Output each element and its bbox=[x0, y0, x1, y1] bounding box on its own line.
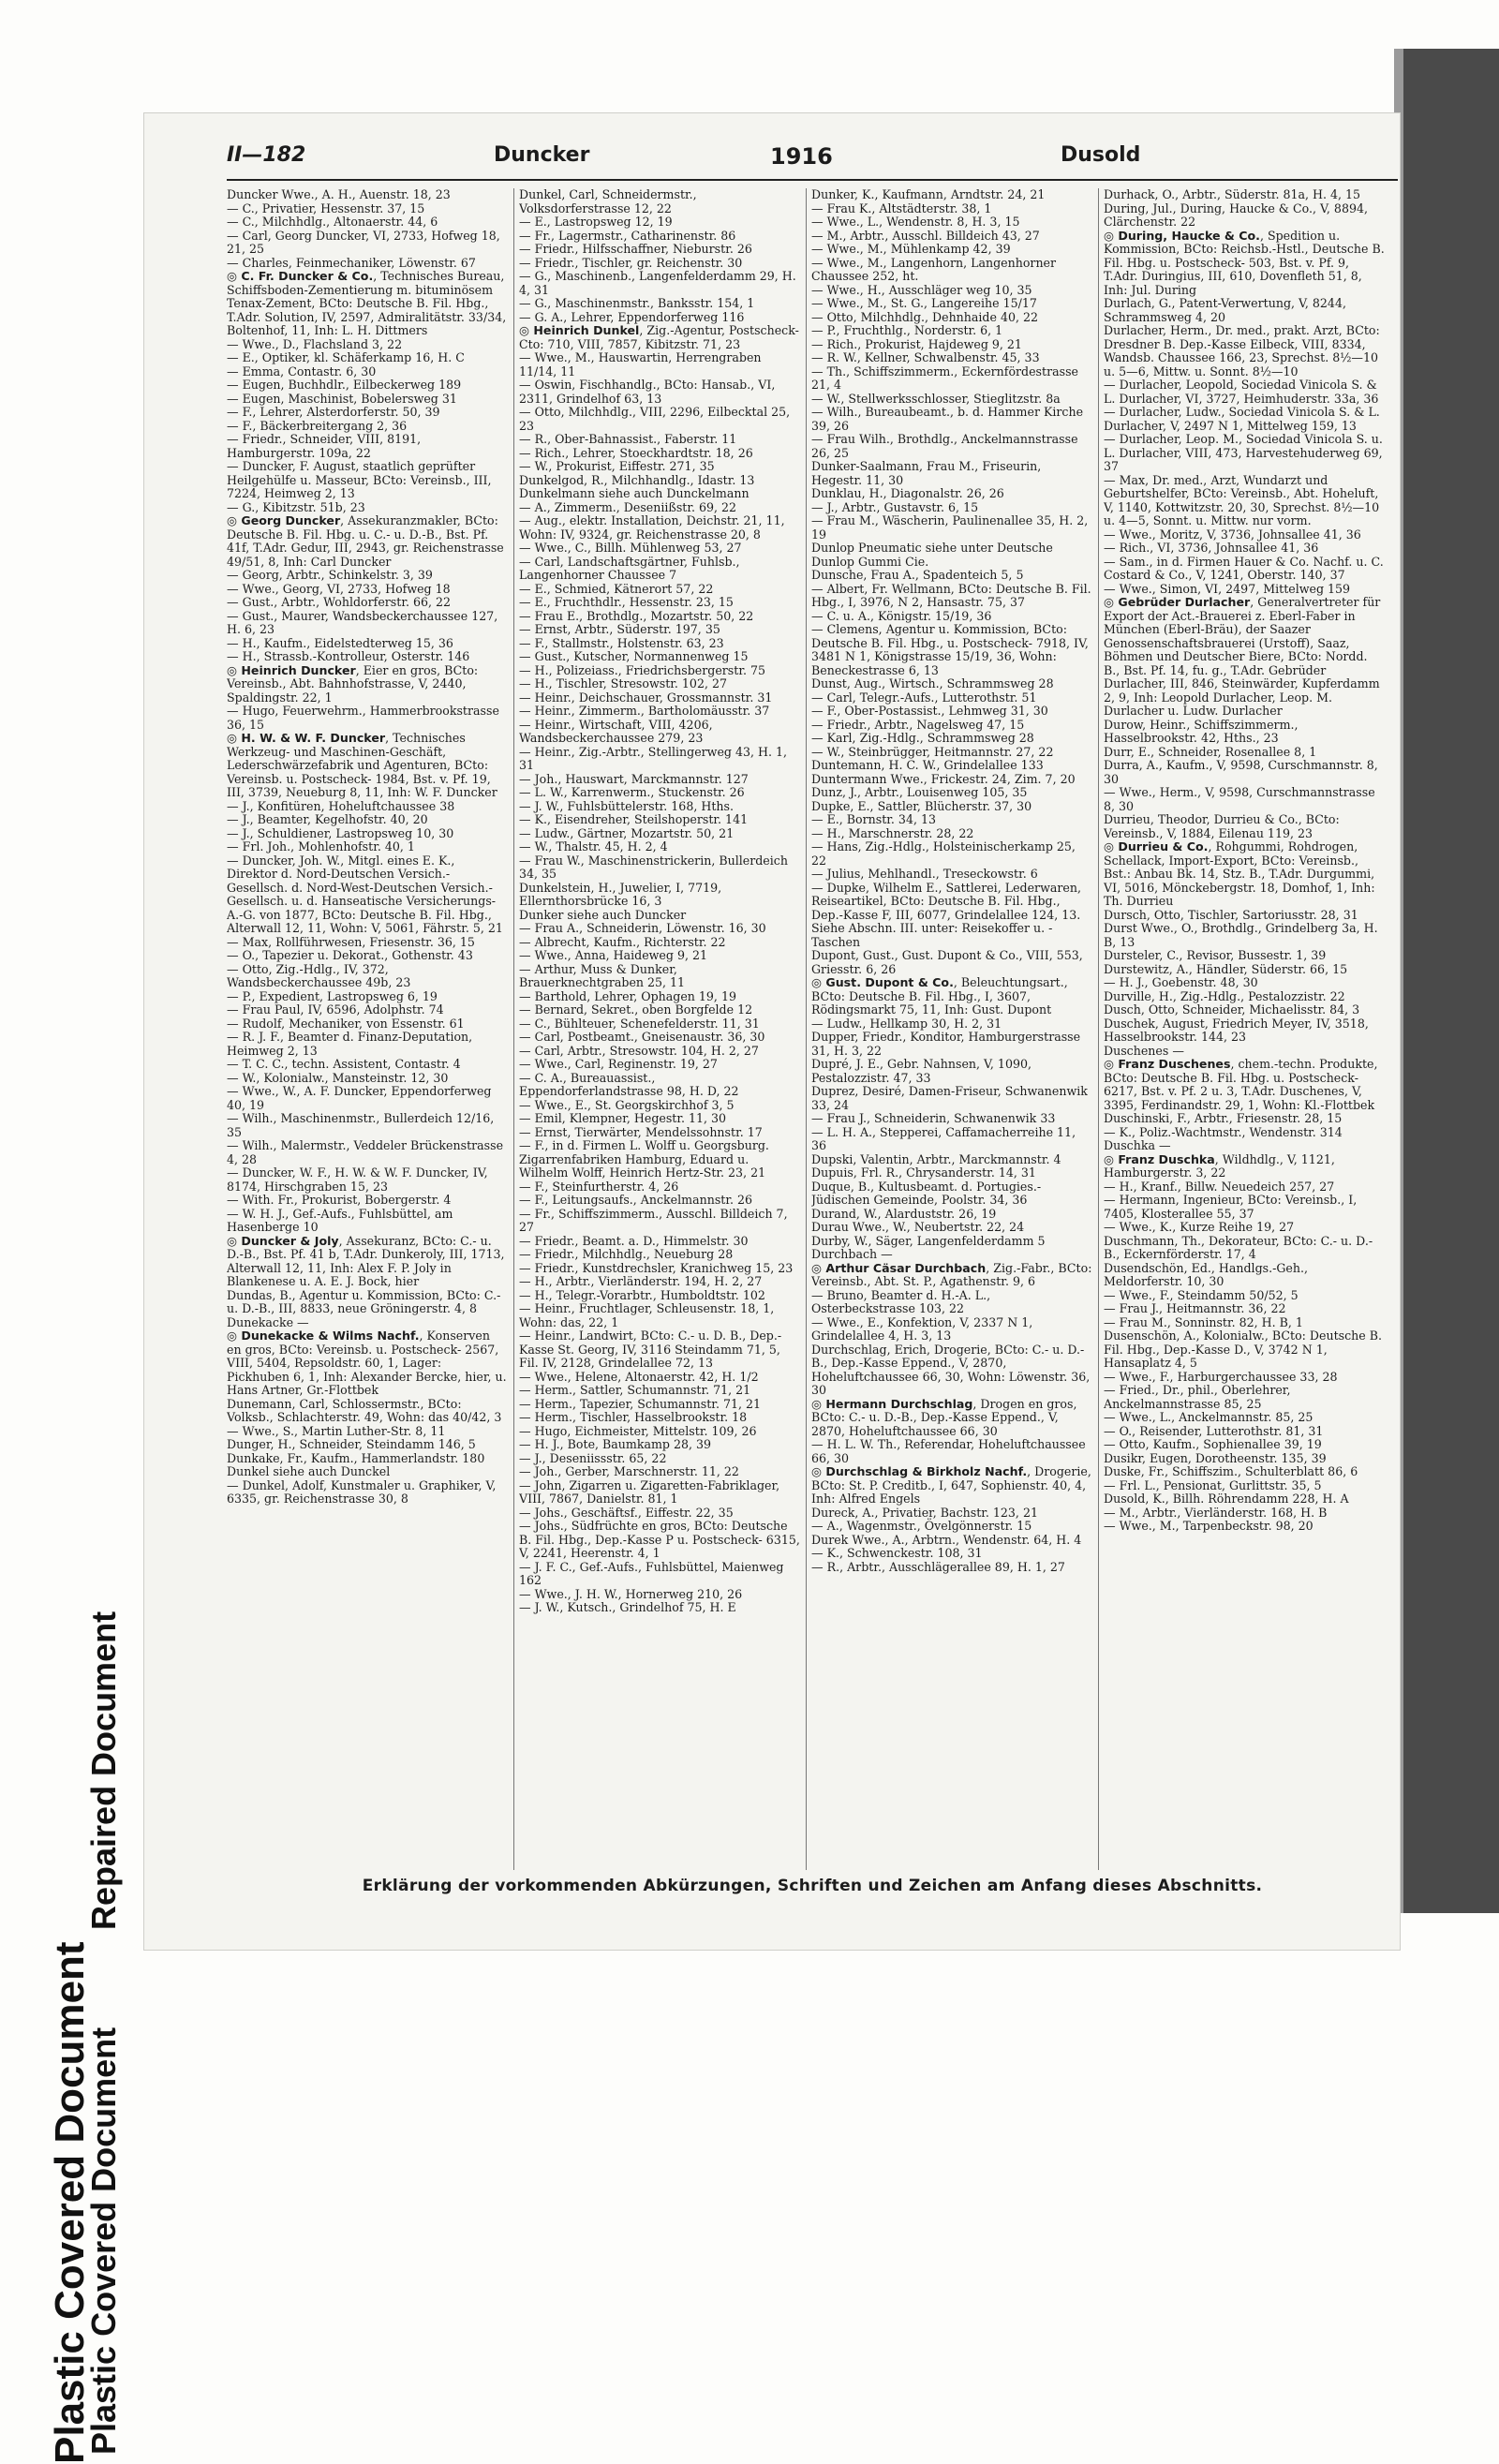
directory-entry: — F., Bäckerbreitergang 2, 36 bbox=[227, 420, 508, 434]
directory-year: 1916 bbox=[770, 143, 833, 170]
directory-entry: Dunsche, Frau A., Spadenteich 5, 5 bbox=[811, 569, 1092, 583]
directory-entry: — Wwe., F., Steindamm 50/52, 5 bbox=[1104, 1289, 1385, 1303]
directory-entry: — Duncker, F. August, staatlich geprüfter Heilgehülfe u. Masseur, BCto: Vereinsb., III, 7224, Heimweg 2, 13 bbox=[227, 460, 508, 501]
directory-entry: — M., Arbtr., Vierländerstr. 168, H. B bbox=[1104, 1507, 1385, 1521]
directory-entry: — Wwe., Anna, Haideweg 9, 21 bbox=[519, 949, 800, 963]
directory-entry: — Heinr., Zig.-Arbtr., Stellingerweg 43, H. 1, 31 bbox=[519, 746, 800, 773]
directory-entry: — Wwe., F., Harburgerchaussee 33, 28 bbox=[1104, 1371, 1385, 1385]
directory-entry: Duschinski, F., Arbtr., Friesenstr. 28, 15 bbox=[1104, 1112, 1385, 1126]
directory-entry: — Ernst, Arbtr., Süderstr. 197, 35 bbox=[519, 623, 800, 637]
directory-entry: — R. W., Kellner, Schwalbenstr. 45, 33 bbox=[811, 351, 1092, 365]
directory-entry: — R., Arbtr., Ausschlägerallee 89, H. 1, 27 bbox=[811, 1561, 1092, 1575]
column-2 bbox=[519, 188, 800, 1870]
directory-entry: — Aug., elektr. Installation, Deichstr. 21, 11, Wohn: IV, 9324, gr. Reichenstrasse 20, 8 bbox=[519, 514, 800, 542]
directory-entry: — Heinr., Deichschauer, Grossmannstr. 31 bbox=[519, 691, 800, 705]
directory-entry: — Wwe., M., Tarpenbeckstr. 98, 20 bbox=[1104, 1520, 1385, 1534]
directory-entry: — Frau Wilh., Brothdlg., Anckelmannstrasse 26, 25 bbox=[811, 433, 1092, 460]
directory-entry: — Dupke, Wilhelm E., Sattlerei, Lederwaren, Reiseartikel, BCto: Deutsche B. Fil. Hbg., Dep.-Kasse F, III, 6077, Grindelallee 124, 13. Siehe Abschn. III. unter: Reisekoffer u. -Taschen bbox=[811, 882, 1092, 950]
directory-entry: — Hermann, Ingenieur, BCto: Vereinsb., I, 7405, Klosterallee 55, 37 bbox=[1104, 1194, 1385, 1221]
directory-entry: — Ernst, Tierwärter, Mendelssohnstr. 17 bbox=[519, 1126, 800, 1140]
directory-entry: — Frau J., Schneiderin, Schwanenwik 33 bbox=[811, 1112, 1092, 1126]
directory-entry: — H., Kranf., Billw. Neuedeich 257, 27 bbox=[1104, 1180, 1385, 1195]
directory-entry: Dupper, Friedr., Konditor, Hamburgerstrasse 31, H. 3, 22 bbox=[811, 1031, 1092, 1058]
page-header bbox=[227, 143, 1257, 173]
directory-entry: Dupré, J. E., Gebr. Nahnsen, V, 1090, Pestalozzistr. 47, 33 bbox=[811, 1058, 1092, 1085]
directory-entry: ◎ Dunekacke & Wilms Nachf., Konserven en gros, BCto: Vereinsb. u. Postscheck- 2567, VIII, 5404, Repsoldstr. 60, 1, Lager: Pickhuben 6, 1, Inh: Alexander Bercke, hier, u. Hans Artner, Gr.-Flottbek bbox=[227, 1329, 508, 1398]
directory-entry: Dunklau, H., Diagonalstr. 26, 26 bbox=[811, 487, 1092, 501]
directory-entry: Dunker, K., Kaufmann, Arndtstr. 24, 21 bbox=[811, 188, 1092, 202]
directory-entry: — Carl, Arbtr., Stresowstr. 104, H. 2, 27 bbox=[519, 1045, 800, 1059]
directory-entry: — Wilh., Bureaubeamt., b. d. Hammer Kirche 39, 26 bbox=[811, 406, 1092, 433]
directory-entry: — Friedr., Beamt. a. D., Himmelstr. 30 bbox=[519, 1235, 800, 1249]
directory-entry: Dursteler, C., Revisor, Bussestr. 1, 39 bbox=[1104, 949, 1385, 963]
directory-entry: Durchbach — bbox=[811, 1248, 1092, 1262]
directory-entry: — Albrecht, Kaufm., Richterstr. 22 bbox=[519, 936, 800, 950]
directory-entry: — Herm., Sattler, Schumannstr. 71, 21 bbox=[519, 1384, 800, 1398]
directory-entry: — G., Maschinenmstr., Banksstr. 154, 1 bbox=[519, 297, 800, 311]
page-number: II—182 bbox=[227, 143, 305, 167]
directory-entry: Duschmann, Th., Dekorateur, BCto: C.- u. D.-B., Eckernförderstr. 17, 4 bbox=[1104, 1235, 1385, 1262]
column-3 bbox=[811, 188, 1092, 1870]
directory-entry: — Durlacher, Leop. M., Sociedad Vinicola S. u. L. Durlacher, VIII, 473, Harvestehuderweg 69, 37 bbox=[1104, 433, 1385, 474]
directory-entry: — J., Beamter, Kegelhofstr. 40, 20 bbox=[227, 813, 508, 827]
directory-entry: — W. H. J., Gef.-Aufs., Fuhlsbüttel, am Hasenberge 10 bbox=[227, 1208, 508, 1235]
directory-entry: Dursch, Otto, Tischler, Sartoriusstr. 28, 31 bbox=[1104, 909, 1385, 923]
scan-edge-bar bbox=[1403, 49, 1499, 1913]
directory-entry: — E., Optiker, kl. Schäferkamp 16, H. C bbox=[227, 351, 508, 365]
directory-entry: — Otto, Milchhdlg., VIII, 2296, Eilbecktal 25, 23 bbox=[519, 406, 800, 433]
directory-entry: ◎ Hermann Durchschlag, Drogen en gros, BCto: C.- u. D.-B., Dep.-Kasse Eppend., V, 2870, Hoheluftchaussee 66, 30 bbox=[811, 1398, 1092, 1439]
directory-entry: Dunger, H., Schneider, Steindamm 146, 5 bbox=[227, 1438, 508, 1452]
directory-entry: — Gust., Maurer, Wandsbeckerchaussee 127, H. 6, 23 bbox=[227, 610, 508, 637]
directory-entry: — K., Eisendreher, Steilshoperstr. 141 bbox=[519, 813, 800, 827]
directory-entry: — Durlacher, Ludw., Sociedad Vinicola S. & L. Durlacher, V, 2497 N 1, Mittelweg 159, 13 bbox=[1104, 406, 1385, 433]
directory-entry: — Herm., Tischler, Hasselbrookstr. 18 bbox=[519, 1411, 800, 1425]
column-separator bbox=[513, 188, 514, 1870]
directory-entry: — Eugen, Buchhdlr., Eilbeckerweg 189 bbox=[227, 379, 508, 393]
directory-entry: — Charles, Feinmechaniker, Löwenstr. 67 bbox=[227, 257, 508, 271]
directory-entry: — C., Bühlteuer, Schenefelderstr. 11, 31 bbox=[519, 1017, 800, 1032]
directory-entry: — Frau W., Maschinenstrickerin, Bullerdeich 34, 35 bbox=[519, 854, 800, 882]
directory-entry: — Wwe., Georg, VI, 2733, Hofweg 18 bbox=[227, 583, 508, 597]
directory-entry: — C. A., Bureauassist., Eppendorferlandstrasse 98, H. D, 22 bbox=[519, 1072, 800, 1099]
archive-label-strip bbox=[9, 693, 150, 1761]
abbreviation-note: Erklärung der vorkommenden Abkürzungen, Schriften und Zeichen am Anfang dieses Abschnitts. bbox=[227, 1877, 1398, 1895]
directory-entry: Dunkake, Fr., Kaufm., Hammerlandstr. 180 bbox=[227, 1452, 508, 1466]
directory-entry: — Ludw., Gärtner, Mozartstr. 50, 21 bbox=[519, 827, 800, 841]
directory-entry: — Herm., Tapezier, Schumannstr. 71, 21 bbox=[519, 1398, 800, 1412]
directory-entry: ◎ Durchschlag & Birkholz Nachf., Drogerie, BCto: St. P. Creditb., I, 647, Sophienstr. 40, 4, Inh: Alfred Engels bbox=[811, 1465, 1092, 1507]
directory-entry: Dunker-Saalmann, Frau M., Friseurin, Hegestr. 11, 30 bbox=[811, 460, 1092, 487]
directory-entry: — Joh., Hauswart, Marckmannstr. 127 bbox=[519, 773, 800, 787]
directory-entry: — Fr., Lagermstr., Catharinenstr. 86 bbox=[519, 230, 800, 244]
directory-entry: — Wwe., J. H. W., Hornerweg 210, 26 bbox=[519, 1588, 800, 1602]
directory-entry: Dusold, K., Billh. Röhrendamm 228, H. A bbox=[1104, 1492, 1385, 1507]
directory-entry: Duprez, Desiré, Damen-Friseur, Schwanenwik 33, 24 bbox=[811, 1085, 1092, 1112]
directory-entry: Dusikr, Eugen, Dorotheenstr. 135, 39 bbox=[1104, 1452, 1385, 1466]
directory-entry: — Bernard, Sekret., oben Borgfelde 12 bbox=[519, 1003, 800, 1017]
directory-entry: — Carl, Telegr.-Aufs., Lutterothstr. 51 bbox=[811, 691, 1092, 705]
directory-entry: Dundas, B., Agentur u. Kommission, BCto: C.- u. D.-B., III, 8833, neue Gröningerstr. 4, 8 bbox=[227, 1289, 508, 1316]
directory-entry: — Max, Rollführwesen, Friesenstr. 36, 15 bbox=[227, 936, 508, 950]
directory-entry: — Georg, Arbtr., Schinkelstr. 3, 39 bbox=[227, 569, 508, 583]
directory-entry: — H., Tischler, Stresowstr. 102, 27 bbox=[519, 677, 800, 691]
repaired-label: Repaired Document bbox=[84, 1611, 124, 1930]
directory-columns bbox=[227, 188, 1393, 1870]
directory-entry: Duschenes — bbox=[1104, 1045, 1385, 1059]
directory-entry: ◎ Gust. Dupont & Co., Beleuchtungsart., BCto: Deutsche B. Fil. Hbg., I, 3607, Rödingsmarkt 75, 11, Inh: Gust. Dupont bbox=[811, 976, 1092, 1017]
directory-entry: — Fried., Dr., phil., Oberlehrer, Anckelmannstrasse 85, 25 bbox=[1104, 1384, 1385, 1411]
directory-entry: — Wwe., H., Ausschläger weg 10, 35 bbox=[811, 284, 1092, 298]
directory-entry: — H., Kaufm., Eidelstedterweg 15, 36 bbox=[227, 637, 508, 651]
directory-entry: Dunkelstein, H., Juwelier, I, 7719, Ellernthorsbrücke 16, 3 bbox=[519, 882, 800, 909]
directory-entry: — Clemens, Agentur u. Kommission, BCto: Deutsche B. Fil. Hbg., u. Postscheck- 7918, IV, 3481 N 1, Königstrasse 15/19, 36, Wohn: Beneckestrasse 6, 13 bbox=[811, 623, 1092, 677]
directory-entry: — H., Telegr.-Vorarbtr., Humboldtstr. 102 bbox=[519, 1289, 800, 1303]
last-entry-word: Dusold bbox=[1061, 143, 1140, 167]
directory-entry: — Heinr., Wirtschaft, VIII, 4206, Wandsbeckerchaussee 279, 23 bbox=[519, 719, 800, 746]
directory-entry: — R., Ober-Bahnassist., Faberstr. 11 bbox=[519, 433, 800, 447]
first-entry-word: Duncker bbox=[494, 143, 589, 167]
directory-entry: ◎ C. Fr. Duncker & Co., Technisches Bureau, Schiffsboden-Zementierung m. bituminösem Tenax-Zement, BCto: Deutsche B. Fil. Hbg., T.Adr. Solution, IV, 2597, Admiralitätstr. 33/34, Boltenhof, 11, Inh: L. H. Dittmers bbox=[227, 270, 508, 338]
directory-entry: — Ludw., Hellkamp 30, H. 2, 31 bbox=[811, 1017, 1092, 1032]
directory-entry: — Wwe., D., Flachsland 3, 22 bbox=[227, 338, 508, 352]
directory-entry: — Johs., Südfrüchte en gros, BCto: Deutsche B. Fil. Hbg., Dep.-Kasse P u. Postscheck- 6315, V, 2241, Heerenstr. 4, 1 bbox=[519, 1520, 800, 1561]
directory-entry: Dupski, Valentin, Arbtr., Marckmannstr. 4 bbox=[811, 1153, 1092, 1167]
directory-entry: — H., Polizeiass., Friedrichsbergerstr. 75 bbox=[519, 664, 800, 678]
directory-entry: — Dunkel, Adolf, Kunstmaler u. Graphiker, V, 6335, gr. Reichenstrasse 30, 8 bbox=[227, 1479, 508, 1507]
directory-entry: Durstewitz, A., Händler, Süderstr. 66, 15 bbox=[1104, 963, 1385, 977]
directory-entry: — Duncker, Joh. W., Mitgl. eines E. K., Direktor d. Nord-Deutschen Versich.-Gesellsch. d. Nord-West-Deutschen Versich.-Gesellsch. u. d. Hanseatische Versicherungs-A.-G. von 1877, BCto: Deutsche B. Fil. Hbg., Alterwall 12, 11, Wohn: V, 5061, Fährstr. 5, 21 bbox=[227, 854, 508, 936]
directory-entry: Durlach, G., Patent-Verwertung, V, 8244, Schrammsweg 4, 20 bbox=[1104, 297, 1385, 324]
column-1 bbox=[227, 188, 508, 1870]
directory-entry: — Gust., Kutscher, Normannenweg 15 bbox=[519, 650, 800, 664]
directory-entry: — W., Stellwerksschlosser, Stieglitzstr. 8a bbox=[811, 393, 1092, 407]
directory-entry: — W., Prokurist, Eiffestr. 271, 35 bbox=[519, 460, 800, 474]
directory-entry: Duschka — bbox=[1104, 1139, 1385, 1153]
directory-entry: — Wwe., S., Martin Luther-Str. 8, 11 bbox=[227, 1425, 508, 1439]
directory-entry: — E., Fruchthdlr., Hessenstr. 23, 15 bbox=[519, 596, 800, 610]
directory-entry: — J. F. C., Gef.-Aufs., Fuhlsbüttel, Maienweg 162 bbox=[519, 1561, 800, 1588]
directory-entry: — Wwe., M., Langenhorn, Langenhorner Chaussee 252, ht. bbox=[811, 257, 1092, 284]
directory-entry: — Wwe., Moritz, V, 3736, Johnsallee 41, 36 bbox=[1104, 528, 1385, 542]
directory-entry: — P., Expedient, Lastropsweg 6, 19 bbox=[227, 990, 508, 1004]
directory-entry: Dusenschön, A., Kolonialw., BCto: Deutsche B. Fil. Hbg., Dep.-Kasse D., V, 3742 N 1, Hansaplatz 4, 5 bbox=[1104, 1329, 1385, 1371]
directory-entry: — A., Wagenmstr., Övelgönnerstr. 15 bbox=[811, 1520, 1092, 1534]
directory-entry: Durchschlag, Erich, Drogerie, BCto: C.- u. D.-B., Dep.-Kasse Eppend., V, 2870, Hoheluftchaussee 66, 30, Wohn: Löwenstr. 36, 30 bbox=[811, 1343, 1092, 1398]
directory-entry: — K., Poliz.-Wachtmstr., Wendenstr. 314 bbox=[1104, 1126, 1385, 1140]
directory-entry: — J. W., Kutsch., Grindelhof 75, H. E bbox=[519, 1601, 800, 1615]
directory-entry: — C., Milchhdlg., Altonaerstr. 44, 6 bbox=[227, 215, 508, 230]
directory-entry: — Bruno, Beamter d. H.-A. L., Osterbeckstrasse 103, 22 bbox=[811, 1289, 1092, 1316]
directory-entry: ◎ Franz Duschenes, chem.-techn. Produkte, BCto: Deutsche B. Fil. Hbg. u. Postscheck- 6217, Bst. v. Pf. 2 u. 3, T.Adr. Duschenes, V, 3395, Ferdinandstr. 29, 1, Wohn: Kl.-Flottbek bbox=[1104, 1058, 1385, 1112]
directory-entry: — Wwe., Simon, VI, 2497, Mittelweg 159 bbox=[1104, 583, 1385, 597]
directory-entry: — Duncker, W. F., H. W. & W. F. Duncker, IV, 8174, Hirschgraben 15, 23 bbox=[227, 1166, 508, 1194]
directory-entry: — Gust., Arbtr., Wohldorferstr. 66, 22 bbox=[227, 596, 508, 610]
directory-entry: — Wwe., E., St. Georgskirchhof 3, 5 bbox=[519, 1099, 800, 1113]
directory-entry: — W., Steinbrügger, Heitmannstr. 27, 22 bbox=[811, 746, 1092, 760]
header-rule bbox=[227, 179, 1398, 181]
directory-entry: ◎ H. W. & W. F. Duncker, Technisches Werkzeug- und Maschinen-Geschäft, Lederschwärzefabrik und Agenturen, BCto: Vereinsb. u. Postscheck- 1984, Bst. v. Pf. 19, III, 3739, Neueburg 8, 11, Inh: W. F. Duncker bbox=[227, 732, 508, 800]
directory-entry: Durow, Heinr., Schiffszimmerm., Hasselbrookstr. 42, Hths., 23 bbox=[1104, 719, 1385, 746]
directory-entry: — W., Thalstr. 45, H. 2, 4 bbox=[519, 840, 800, 854]
directory-entry: — Johs., Geschäftsf., Eiffestr. 22, 35 bbox=[519, 1507, 800, 1521]
directory-entry: Durand, W., Alarduststr. 26, 19 bbox=[811, 1208, 1092, 1222]
directory-entry: Dunker siehe auch Duncker bbox=[519, 909, 800, 923]
directory-entry: — Wwe., Carl, Reginenstr. 19, 27 bbox=[519, 1058, 800, 1072]
directory-entry: Durek Wwe., A., Arbtrn., Wendenstr. 64, H. 4 bbox=[811, 1534, 1092, 1548]
directory-entry: ◎ Franz Duschka, Wildhdlg., V, 1121, Hamburgerstr. 3, 22 bbox=[1104, 1153, 1385, 1180]
directory-entry: Durr, E., Schneider, Rosenallee 8, 1 bbox=[1104, 746, 1385, 760]
directory-entry: — Wwe., Helene, Altonaerstr. 42, H. 1/2 bbox=[519, 1371, 800, 1385]
directory-entry: Duntemann, H. C. W., Grindelallee 133 bbox=[811, 759, 1092, 773]
directory-entry: — Wwe., M., Mühlenkamp 42, 39 bbox=[811, 243, 1092, 257]
directory-entry: Dunkel, Carl, Schneidermstr., Volksdorferstrasse 12, 22 bbox=[519, 188, 800, 215]
directory-entry: — H., Strassb.-Kontrolleur, Osterstr. 146 bbox=[227, 650, 508, 664]
directory-entry: — Rich., Prokurist, Hajdeweg 9, 21 bbox=[811, 338, 1092, 352]
directory-entry: ◎ Georg Duncker, Assekuranzmakler, BCto: Deutsche B. Fil. Hbg. u. C.- u. D.-B., Bst. Pf. 41f, T.Adr. Gedur, III, 2943, gr. Reichenstrasse 49/51, 8, Inh: Carl Duncker bbox=[227, 514, 508, 569]
directory-entry: — Wwe., M., St. G., Langereihe 15/17 bbox=[811, 297, 1092, 311]
directory-entry: — John, Zigarren u. Zigaretten-Fabriklager, VIII, 7867, Danielstr. 81, 1 bbox=[519, 1479, 800, 1507]
directory-entry: ◎ Duncker & Joly, Assekuranz, BCto: C.- u. D.-B., Bst. Pf. 41 b, T.Adr. Dunkeroly, III, 1713, Alterwall 12, 11, Inh: Alex F. P. Joly in Blankenese u. A. E. J. Bock, hier bbox=[227, 1235, 508, 1289]
directory-entry: Dunkel siehe auch Dunckel bbox=[227, 1465, 508, 1479]
directory-entry: — Heinr., Zimmerm., Bartholomäusstr. 37 bbox=[519, 705, 800, 719]
directory-entry: ◎ Arthur Cäsar Durchbach, Zig.-Fabr., BCto: Vereinsb., Abt. St. P., Agathenstr. 9, 6 bbox=[811, 1262, 1092, 1289]
directory-entry: — Frau Paul, IV, 6596, Adolphstr. 74 bbox=[227, 1003, 508, 1017]
directory-entry: Dunkelgod, R., Milchhandlg., Idastr. 13 bbox=[519, 474, 800, 488]
directory-entry: — Karl, Zig.-Hdlg., Schrammsweg 28 bbox=[811, 732, 1092, 746]
directory-entry: — Carl, Georg Duncker, VI, 2733, Hofweg 18, 21, 25 bbox=[227, 230, 508, 257]
directory-entry: — Carl, Postbeamt., Gneisenaustr. 36, 30 bbox=[519, 1031, 800, 1045]
directory-entry: — J., Konfitüren, Hoheluftchaussee 38 bbox=[227, 800, 508, 814]
directory-entry: — Heinr., Fruchtlager, Schleusenstr. 18, 1, Wohn: das, 22, 1 bbox=[519, 1302, 800, 1329]
directory-entry: — E., Bornstr. 34, 13 bbox=[811, 813, 1092, 827]
directory-entry: — Friedr., Kunstdrechsler, Kranichweg 15, 23 bbox=[519, 1262, 800, 1276]
directory-entry: — L. H. A., Stepperei, Caffamacherreihe 11, 36 bbox=[811, 1126, 1092, 1153]
directory-entry: — H., Marschnerstr. 28, 22 bbox=[811, 827, 1092, 841]
directory-entry: — H., Arbtr., Vierländerstr. 194, H. 2, 27 bbox=[519, 1275, 800, 1289]
directory-entry: — Wwe., W., A. F. Duncker, Eppendorferweg 40, 19 bbox=[227, 1085, 508, 1112]
directory-entry: — H. J., Goebenstr. 48, 30 bbox=[1104, 976, 1385, 990]
directory-entry: — C. u. A., Königstr. 15/19, 36 bbox=[811, 610, 1092, 624]
directory-entry: — Wwe., M., Hauswartin, Herrengraben 11/14, 11 bbox=[519, 351, 800, 379]
directory-entry: Dupuis, Frl. R., Chrysanderstr. 14, 31 bbox=[811, 1166, 1092, 1180]
directory-entry: Dunz, J., Arbtr., Louisenweg 105, 35 bbox=[811, 786, 1092, 800]
directory-entry: ◎ Durrieu & Co., Rohgummi, Rohdrogen, Schellack, Import-Export, BCto: Vereinsb., Bst.: Anbau Bk. 14, Stz. B., T.Adr. Durgummi, VI, 5016, Mönckebergstr. 18, Domhof, 1, Inh: Th. Durrieu bbox=[1104, 840, 1385, 909]
directory-entry: — Wwe., Herm., V, 9598, Curschmannstrasse 8, 30 bbox=[1104, 786, 1385, 813]
directory-entry: — Frau K., Altstädterstr. 38, 1 bbox=[811, 202, 1092, 216]
directory-entry: — Wwe., L., Wendenstr. 8, H. 3, 15 bbox=[811, 215, 1092, 230]
directory-entry: — Frau M., Wäscherin, Paulinenallee 35, H. 2, 19 bbox=[811, 514, 1092, 542]
directory-entry: — Friedr., Tischler, gr. Reichenstr. 30 bbox=[519, 257, 800, 271]
directory-entry: — Friedr., Hilfsschaffner, Nieburstr. 26 bbox=[519, 243, 800, 257]
directory-entry: — Eugen, Maschinist, Bobelersweg 31 bbox=[227, 393, 508, 407]
directory-entry: ◎ Heinrich Duncker, Eier en gros, BCto: Vereinsb., Abt. Bahnhofstrasse, V, 2440, Spaldingstr. 22, 1 bbox=[227, 664, 508, 705]
directory-entry: Dunemann, Carl, Schlossermstr., BCto: Volksb., Schlachterstr. 49, Wohn: das 40/42, 3 bbox=[227, 1398, 508, 1425]
directory-page bbox=[143, 112, 1401, 1951]
directory-entry: — Oswin, Fischhandlg., BCto: Hansab., VI, 2311, Grindelhof 63, 13 bbox=[519, 379, 800, 406]
directory-entry: — F., Lehrer, Alsterdorferstr. 50, 39 bbox=[227, 406, 508, 420]
directory-entry: — Heinr., Landwirt, BCto: C.- u. D. B., Dep.-Kasse St. Georg, IV, 3116 Steindamm 71, 5, Fil. IV, 2128, Grindelallee 72, 13 bbox=[519, 1329, 800, 1371]
directory-entry: Dusendschön, Ed., Handlgs.-Geh., Meldorferstr. 10, 30 bbox=[1104, 1262, 1385, 1289]
directory-entry: — Wilh., Maschinenmstr., Bullerdeich 12/16, 35 bbox=[227, 1112, 508, 1139]
directory-entry: — Wwe., K., Kurze Reihe 19, 27 bbox=[1104, 1221, 1385, 1235]
directory-entry: — Emma, Contastr. 6, 30 bbox=[227, 365, 508, 379]
directory-entry: — R. J. F., Beamter d. Finanz-Deputation, Heimweg 2, 13 bbox=[227, 1031, 508, 1058]
directory-entry: — E., Lastropsweg 12, 19 bbox=[519, 215, 800, 230]
directory-entry: — G., Maschinenb., Langenfelderdamm 29, H. 4, 31 bbox=[519, 270, 800, 297]
directory-entry: — Wwe., C., Billh. Mühlenweg 53, 27 bbox=[519, 542, 800, 556]
directory-entry: — J. W., Fuhlsbüttelerstr. 168, Hths. bbox=[519, 800, 800, 814]
directory-entry: — Max, Dr. med., Arzt, Wundarzt und Geburtshelfer, BCto: Vereinsb., Abt. Hoheluft, V, 1140, Kottwitzstr. 20, 30, Sprechst. 8½—10 u. 4—5, Sonnt. u. Mittw. nur vorm. bbox=[1104, 474, 1385, 528]
directory-entry: — Frl. Joh., Mohlenhofstr. 40, 1 bbox=[227, 840, 508, 854]
directory-entry: Durra, A., Kaufm., V, 9598, Curschmannstr. 8, 30 bbox=[1104, 759, 1385, 786]
directory-entry: — F., Steinfurtherstr. 4, 26 bbox=[519, 1180, 800, 1195]
directory-entry: — With. Fr., Prokurist, Bobergerstr. 4 bbox=[227, 1194, 508, 1208]
directory-entry: Durrieu, Theodor, Durrieu & Co., BCto: Vereinsb., V, 1884, Eilenau 119, 23 bbox=[1104, 813, 1385, 840]
directory-entry: ◎ Heinrich Dunkel, Zig.-Agentur, Postscheck-Cto: 710, VIII, 7857, Kibitzstr. 71, 23 bbox=[519, 324, 800, 351]
directory-entry: — Albert, Fr. Wellmann, BCto: Deutsche B. Fil. Hbg., I, 3976, N 2, Hansastr. 75, 37 bbox=[811, 583, 1092, 610]
directory-entry: — Wwe., L., Anckelmannstr. 85, 25 bbox=[1104, 1411, 1385, 1425]
directory-entry: — Barthold, Lehrer, Ophagen 19, 19 bbox=[519, 990, 800, 1004]
directory-entry: Dunlop Pneumatic siehe unter Deutsche Dunlop Gummi Cie. bbox=[811, 542, 1092, 569]
directory-entry: — H. L. W. Th., Referendar, Hoheluftchaussee 66, 30 bbox=[811, 1438, 1092, 1465]
directory-entry: — F., Stallmstr., Holstenstr. 63, 23 bbox=[519, 637, 800, 651]
directory-entry: Durby, W., Säger, Langenfelderdamm 5 bbox=[811, 1235, 1092, 1249]
directory-entry: — H. J., Bote, Baumkamp 28, 39 bbox=[519, 1438, 800, 1452]
directory-entry: — Frau A., Schneiderin, Löwenstr. 16, 30 bbox=[519, 922, 800, 936]
plastic-covered-label: Plastic Covered Document bbox=[47, 1942, 94, 2464]
directory-entry: ◎ Gebrüder Durlacher, Generalvertreter für Export der Act.-Brauerei z. Eberl-Faber in München (Eberl-Bräu), der Saazer Genossenschaftsbrauerei (Urstoff), Saaz, Böhmen und Deutscher Biere, BCto: Nordd. B., Bst. Pf. 14, fu. g., T.Adr. Gebrüder Durlacher, III, 846, Steinwärder, Kupferdamm 2, 9, Inh: Leopold Durlacher, Leop. M. Durlacher u. Ludw. Durlacher bbox=[1104, 596, 1385, 719]
directory-entry: — Rich., Lehrer, Stoeckhardtstr. 18, 26 bbox=[519, 447, 800, 461]
directory-entry: — G. A., Lehrer, Eppendorferweg 116 bbox=[519, 311, 800, 325]
directory-entry: — Sam., in d. Firmen Hauer & Co. Nachf. u. C. Costard & Co., V, 1241, Oberstr. 140, 37 bbox=[1104, 556, 1385, 583]
directory-entry: Dunst, Aug., Wirtsch., Schrammsweg 28 bbox=[811, 677, 1092, 691]
directory-entry: Duschek, August, Friedrich Meyer, IV, 3518, Hasselbrookstr. 144, 23 bbox=[1104, 1017, 1385, 1045]
directory-entry: Duntermann Wwe., Frickestr. 24, Zim. 7, 20 bbox=[811, 773, 1092, 787]
directory-entry: — Fr., Schiffszimmerm., Ausschl. Billdeich 7, 27 bbox=[519, 1208, 800, 1235]
directory-entry: Durlacher, Herm., Dr. med., prakt. Arzt, BCto: Dresdner B. Dep.-Kasse Eilbeck, VIII, 8334, Wandsb. Chaussee 166, 23, Sprechst. 8½—10 u. 5—6, Mittw. u. Sonnt. 8½—10 bbox=[1104, 324, 1385, 379]
directory-entry: — F., Ober-Postassist., Lehmweg 31, 30 bbox=[811, 705, 1092, 719]
directory-entry: Dunkelmann siehe auch Dunckelmann bbox=[519, 487, 800, 501]
directory-entry: Dupke, E., Sattler, Blücherstr. 37, 30 bbox=[811, 800, 1092, 814]
directory-entry: — Otto, Kaufm., Sophienallee 39, 19 bbox=[1104, 1438, 1385, 1452]
column-4 bbox=[1104, 188, 1385, 1870]
directory-entry: — J., Arbtr., Gustavstr. 6, 15 bbox=[811, 501, 1092, 515]
directory-entry: — Wilh., Malermstr., Veddeler Brückenstrasse 4, 28 bbox=[227, 1139, 508, 1166]
directory-entry: — J., Deseniissstr. 65, 22 bbox=[519, 1452, 800, 1466]
directory-entry: — O., Tapezier u. Dekorat., Gothenstr. 43 bbox=[227, 949, 508, 963]
directory-entry: — T. C. C., techn. Assistent, Contastr. 4 bbox=[227, 1058, 508, 1072]
directory-entry: — Durlacher, Leopold, Sociedad Vinicola S. & L. Durlacher, VI, 3727, Heimhuderstr. 33a, 36 bbox=[1104, 379, 1385, 406]
directory-entry: — Wwe., E., Konfektion, V, 2337 N 1, Grindelallee 4, H. 3, 13 bbox=[811, 1316, 1092, 1343]
directory-entry: — A., Zimmerm., Deseniißstr. 69, 22 bbox=[519, 501, 800, 515]
directory-entry: — Rich., VI, 3736, Johnsallee 41, 36 bbox=[1104, 542, 1385, 556]
directory-entry: — Friedr., Schneider, VIII, 8191, Hamburgerstr. 109a, 22 bbox=[227, 433, 508, 460]
directory-entry: Durau Wwe., W., Neubertstr. 22, 24 bbox=[811, 1221, 1092, 1235]
directory-entry: — G., Kibitzstr. 51b, 23 bbox=[227, 501, 508, 515]
directory-entry: — Arthur, Muss & Dunker, Brauerknechtgraben 25, 11 bbox=[519, 963, 800, 990]
directory-entry: — O., Reisender, Lutterothstr. 81, 31 bbox=[1104, 1425, 1385, 1439]
directory-entry: — L. W., Karrenwerm., Stuckenstr. 26 bbox=[519, 786, 800, 800]
directory-entry: — M., Arbtr., Ausschl. Billdeich 43, 27 bbox=[811, 230, 1092, 244]
directory-entry: — F., in d. Firmen L. Wolff u. Georgsburg. Zigarrenfabriken Hamburg, Eduard u. Wilhelm Wolff, Heinrich Hertz-Str. 23, 21 bbox=[519, 1139, 800, 1180]
directory-entry: Dunekacke — bbox=[227, 1316, 508, 1330]
directory-entry: — W., Kolonialw., Mansteinstr. 12, 30 bbox=[227, 1072, 508, 1086]
directory-entry: Duske, Fr., Schiffszim., Schulterblatt 86, 6 bbox=[1104, 1465, 1385, 1479]
directory-entry: — Hans, Zig.-Hdlg., Holsteinischerkamp 25, 22 bbox=[811, 840, 1092, 868]
directory-entry: — K., Schwenckestr. 108, 31 bbox=[811, 1547, 1092, 1561]
directory-entry: — E., Schmied, Kätnerort 57, 22 bbox=[519, 583, 800, 597]
directory-entry: — P., Fruchthlg., Norderstr. 6, 1 bbox=[811, 324, 1092, 338]
directory-entry: — Julius, Mehlhandl., Treseckowstr. 6 bbox=[811, 868, 1092, 882]
directory-entry: During, Jul., During, Haucke & Co., V, 8894, Clärchenstr. 22 bbox=[1104, 202, 1385, 230]
directory-entry: Dusch, Otto, Schneider, Michaelisstr. 84, 3 bbox=[1104, 1003, 1385, 1017]
directory-entry: — C., Privatier, Hessenstr. 37, 15 bbox=[227, 202, 508, 216]
plastic-covered-label-secondary: Plastic Covered Document bbox=[84, 2027, 124, 2455]
directory-entry: Dureck, A., Privatier, Bachstr. 123, 21 bbox=[811, 1507, 1092, 1521]
directory-entry: — Joh., Gerber, Marschnerstr. 11, 22 bbox=[519, 1465, 800, 1479]
directory-entry: — Rudolf, Mechaniker, von Essenstr. 61 bbox=[227, 1017, 508, 1032]
directory-entry: Dupont, Gust., Gust. Dupont & Co., VIII, 553, Griesstr. 6, 26 bbox=[811, 949, 1092, 976]
directory-entry: ◎ During, Haucke & Co., Spedition u. Kommission, BCto: Reichsb.-Hstl., Deutsche B. Fil. Hbg. u. Postscheck- 503, Bst. v. Pf. 9, T.Adr. Duringius, III, 610, Dovenfleth 51, 8, Inh: Jul. During bbox=[1104, 230, 1385, 298]
directory-entry: Durhack, O., Arbtr., Süderstr. 81a, H. 4, 15 bbox=[1104, 188, 1385, 202]
directory-entry: Durst Wwe., O., Brothdlg., Grindelberg 3a, H. B, 13 bbox=[1104, 922, 1385, 949]
directory-entry: Durville, H., Zig.-Hdlg., Pestalozzistr. 22 bbox=[1104, 990, 1385, 1004]
directory-entry: — F., Leitungsaufs., Anckelmannstr. 26 bbox=[519, 1194, 800, 1208]
directory-entry: — Carl, Landschaftsgärtner, Fuhlsb., Langenhorner Chaussee 7 bbox=[519, 556, 800, 583]
directory-entry: — Otto, Zig.-Hdlg., IV, 372, Wandsbeckerchaussee 49b, 23 bbox=[227, 963, 508, 990]
directory-entry: — Hugo, Feuerwehrm., Hammerbrookstrasse 36, 15 bbox=[227, 705, 508, 732]
directory-entry: — Friedr., Milchhdlg., Neueburg 28 bbox=[519, 1248, 800, 1262]
column-separator bbox=[806, 188, 807, 1870]
directory-entry: — Frl. L., Pensionat, Gurlittstr. 35, 5 bbox=[1104, 1479, 1385, 1493]
directory-entry: — Frau J., Heitmannstr. 36, 22 bbox=[1104, 1302, 1385, 1316]
directory-entry: Duncker Wwe., A. H., Auenstr. 18, 23 bbox=[227, 188, 508, 202]
directory-entry: — J., Schuldiener, Lastropsweg 10, 30 bbox=[227, 827, 508, 841]
directory-entry: — Hugo, Eichmeister, Mittelstr. 109, 26 bbox=[519, 1425, 800, 1439]
directory-entry: Duque, B., Kultusbeamt. d. Portugies.-Jüdischen Gemeinde, Poolstr. 34, 36 bbox=[811, 1180, 1092, 1208]
directory-entry: — Frau M., Sonninstr. 82, H. B, 1 bbox=[1104, 1316, 1385, 1330]
directory-entry: — Frau E., Brothdlg., Mozartstr. 50, 22 bbox=[519, 610, 800, 624]
directory-entry: — Th., Schiffszimmerm., Eckernfördestrasse 21, 4 bbox=[811, 365, 1092, 393]
directory-entry: — Otto, Milchhdlg., Dehnhaide 40, 22 bbox=[811, 311, 1092, 325]
column-separator bbox=[1098, 188, 1099, 1870]
directory-entry: — Emil, Klempner, Hegestr. 11, 30 bbox=[519, 1112, 800, 1126]
directory-entry: — Friedr., Arbtr., Nagelsweg 47, 15 bbox=[811, 719, 1092, 733]
